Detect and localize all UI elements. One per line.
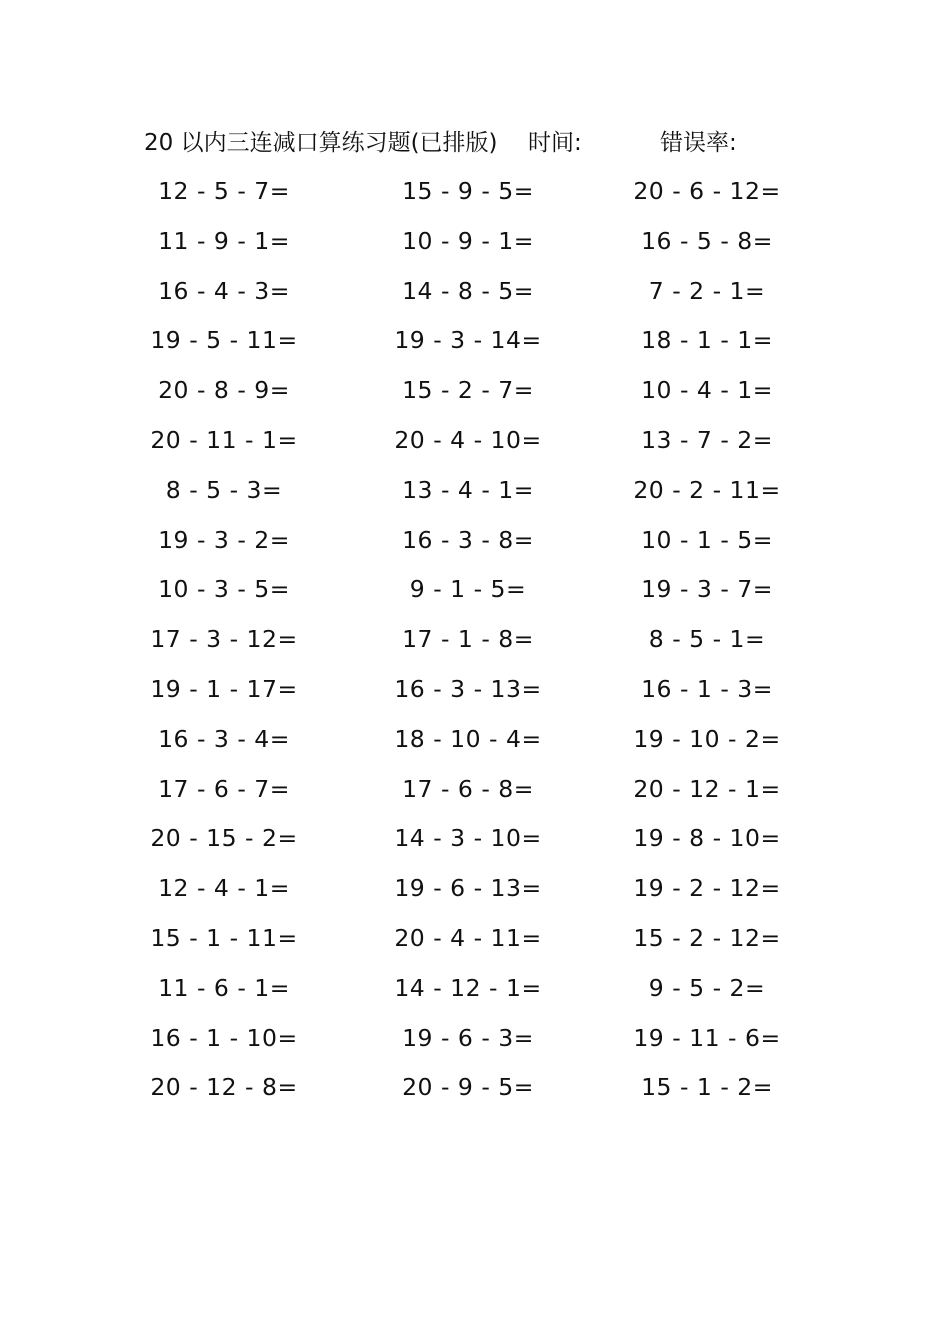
problem-row — [0, 819, 950, 869]
problem-item: 20 - 4 - 11= — [394, 923, 542, 952]
problem-item: 9 - 5 - 2= — [648, 973, 766, 1002]
problem-item: 20 - 2 - 11= — [633, 475, 781, 504]
problem-item: 19 - 3 - 14= — [394, 326, 542, 355]
problem-row — [0, 421, 950, 471]
problem-row — [0, 1068, 950, 1118]
problem-item: 16 - 3 - 13= — [394, 674, 542, 703]
problem-item: 12 - 4 - 1= — [158, 874, 290, 903]
problem-item: 15 - 2 - 12= — [633, 923, 781, 952]
problem-item: 20 - 9 - 5= — [402, 1073, 534, 1102]
problem-row — [0, 1019, 950, 1069]
problem-item: 16 - 3 - 8= — [402, 525, 534, 554]
problem-item: 9 - 1 - 5= — [409, 575, 527, 604]
problem-row — [0, 570, 950, 620]
problem-item: 20 - 4 - 10= — [394, 425, 542, 454]
problem-item: 20 - 6 - 12= — [633, 177, 781, 205]
problem-row — [0, 869, 950, 919]
problem-item: 8 - 5 - 1= — [648, 625, 766, 654]
problem-item: 16 - 1 - 3= — [641, 674, 773, 703]
problem-item: 15 - 9 - 5= — [402, 177, 534, 205]
problem-item: 12 - 5 - 7= — [158, 177, 290, 205]
problem-item: 19 - 1 - 17= — [150, 674, 298, 703]
problem-item: 19 - 3 - 7= — [641, 575, 773, 604]
problem-item: 19 - 8 - 10= — [633, 824, 781, 853]
problem-row — [0, 172, 950, 222]
problem-row — [0, 720, 950, 770]
problem-item: 10 - 4 - 1= — [641, 376, 773, 405]
problem-row — [0, 670, 950, 720]
problem-item: 10 - 9 - 1= — [402, 226, 534, 255]
problem-row — [0, 222, 950, 272]
problem-item: 13 - 7 - 2= — [641, 425, 773, 454]
problem-grid — [0, 172, 950, 1118]
worksheet-header — [0, 125, 950, 161]
problem-item: 19 - 10 - 2= — [633, 724, 781, 753]
problem-item: 8 - 5 - 3= — [165, 475, 283, 504]
problem-item: 14 - 8 - 5= — [402, 276, 534, 305]
problem-item: 16 - 3 - 4= — [158, 724, 290, 753]
problem-item: 18 - 1 - 1= — [641, 326, 773, 355]
worksheet-title: 20 以内三连减口算练习题(已排版) — [144, 130, 498, 156]
problem-item: 14 - 3 - 10= — [394, 824, 542, 853]
problem-item: 15 - 1 - 11= — [150, 923, 298, 952]
problem-item: 16 - 5 - 8= — [641, 226, 773, 255]
problem-item: 15 - 1 - 2= — [641, 1073, 773, 1102]
time-label: 时间: — [528, 130, 582, 156]
problem-item: 19 - 3 - 2= — [158, 525, 290, 554]
problem-item: 15 - 2 - 7= — [402, 376, 534, 405]
problem-row — [0, 770, 950, 820]
problem-row — [0, 521, 950, 571]
problem-item: 17 - 3 - 12= — [150, 625, 298, 654]
problem-item: 10 - 1 - 5= — [641, 525, 773, 554]
problem-item: 19 - 6 - 13= — [394, 874, 542, 903]
problem-row — [0, 620, 950, 670]
problem-item: 20 - 12 - 8= — [150, 1073, 298, 1102]
problem-item: 17 - 1 - 8= — [402, 625, 534, 654]
problem-item: 18 - 10 - 4= — [394, 724, 542, 753]
problem-row — [0, 321, 950, 371]
problem-item: 20 - 11 - 1= — [150, 425, 298, 454]
problem-item: 11 - 9 - 1= — [158, 226, 290, 255]
problem-item: 14 - 12 - 1= — [394, 973, 542, 1002]
problem-item: 20 - 8 - 9= — [158, 376, 290, 405]
problem-row — [0, 969, 950, 1019]
problem-item: 20 - 12 - 1= — [633, 774, 781, 803]
problem-item: 19 - 6 - 3= — [402, 1023, 534, 1052]
error-rate-label: 错误率: — [660, 130, 737, 156]
problem-row — [0, 471, 950, 521]
problem-item: 10 - 3 - 5= — [158, 575, 290, 604]
problem-row — [0, 371, 950, 421]
problem-row — [0, 919, 950, 969]
problem-item: 19 - 5 - 11= — [150, 326, 298, 355]
problem-item: 7 - 2 - 1= — [648, 276, 766, 305]
problem-item: 16 - 1 - 10= — [150, 1023, 298, 1052]
problem-item: 11 - 6 - 1= — [158, 973, 290, 1002]
problem-item: 16 - 4 - 3= — [158, 276, 290, 305]
problem-item: 20 - 15 - 2= — [150, 824, 298, 853]
problem-item: 19 - 11 - 6= — [633, 1023, 781, 1052]
problem-row — [0, 272, 950, 322]
problem-item: 13 - 4 - 1= — [402, 475, 534, 504]
problem-item: 17 - 6 - 7= — [158, 774, 290, 803]
problem-item: 19 - 2 - 12= — [633, 874, 781, 903]
problem-item: 17 - 6 - 8= — [402, 774, 534, 803]
